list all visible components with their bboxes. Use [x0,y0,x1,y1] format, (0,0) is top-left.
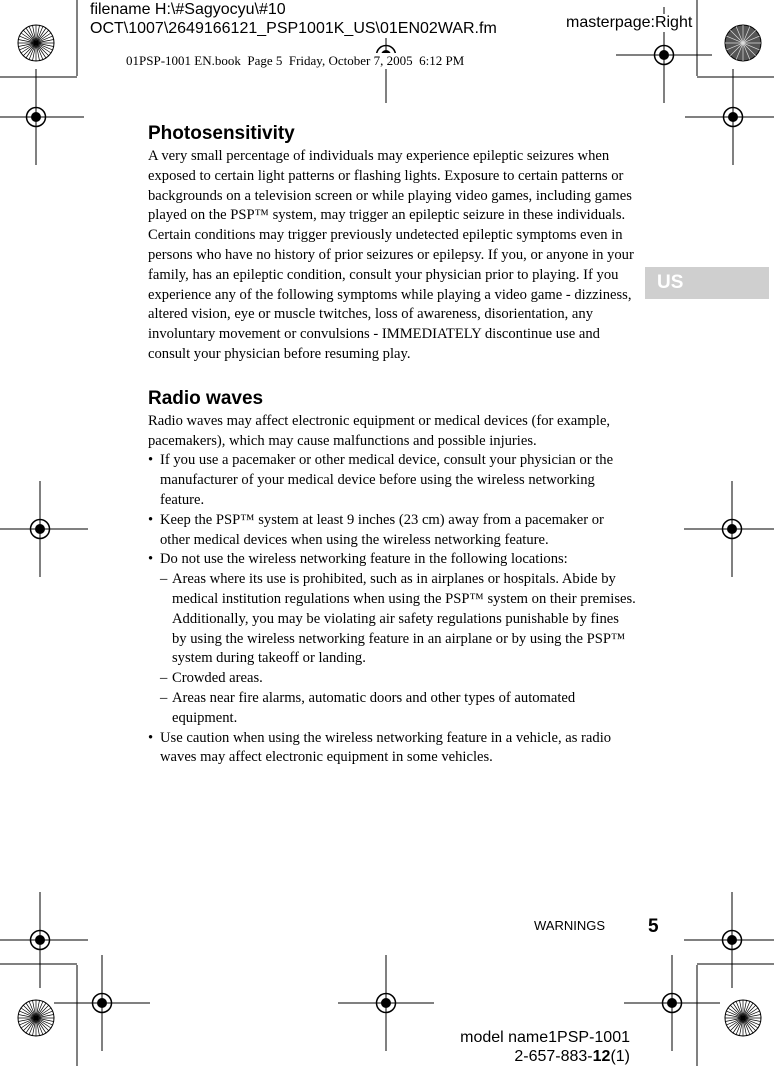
photosensitivity-heading: Photosensitivity [148,123,295,144]
list-item: • Keep the PSP™ system at least 9 inches (23 cm) away from a pacemaker or other medical devices when using the wireless networking feature. [148,511,636,551]
radio-waves-intro: Radio waves may affect electronic equipment or medical devices (for example, pacemakers), which may cause malfunctions and possible injuries. [148,412,611,449]
book-info: 01PSP-1001 EN.book Page 5 Friday, October 7, 2005 6:12 PM [126,53,465,68]
list-item: • Use caution when using the wireless networking feature in a vehicle, as radio waves may affect electronic equipment in some vehicles. [148,729,636,769]
language-tab-label: US [657,272,684,293]
radio-waves-section [148,386,636,768]
filename-line-1: filename H:\#Sagyocyu\#10 [90,1,286,18]
section-name: WARNINGS [534,918,606,933]
language-tab [645,267,769,299]
list-item: • Do not use the wireless networking feature in the following locations: – Areas where its use is prohibited, such as in airplanes or hospitals. Abide by medical institution regulations when using the PSP™ system on their premises. Additionally, you may be violating air safety regulations punishable by fines by using the wireless networking feature in an airplane or by using the PSP™ system during takeoff or landing. – Crowded areas. – Areas near fire alarms, automatic doors and other types of automated equipment. [148,550,636,728]
filename-label [90,0,497,38]
photosensitivity-section [148,121,636,365]
model-info [430,1028,630,1066]
main-content [148,121,636,768]
location-sublist [160,570,636,728]
model-name: model name1PSP-1001 [460,1029,630,1046]
radio-waves-list [148,451,636,768]
model-code: 2-657-883-12(1) [514,1048,630,1065]
radio-waves-heading: Radio waves [148,387,264,409]
masterpage-label: masterpage:Right [566,14,693,31]
photosensitivity-text: A very small percentage of individuals may experience epileptic seizures when exposed to certain light patterns or flashing lights. Exposure to certain patterns or backgrounds on a television screen or while playing video games, including games played on the PSP™ system, may trigger an epileptic seizure in these individuals. Certain conditions may trigger previously undetected epileptic symptoms even in persons who have no history of prior seizures or epilepsy. If you, or anyone in your family, has an epileptic condition, consult your physician prior to playing. If you experience any of the following symptoms while playing a video game - dizziness, altered vision, eye or muscle twitches, loss of awareness, disorientation, any involuntary movement or convulsions - IMMEDIATELY discontinue use and consult your physician before resuming play. [148,148,634,362]
list-item: – Areas where its use is prohibited, such as in airplanes or hospitals. Abide by medical institution regulations when using the PSP™ system on their premises. Additionally, you may be violating air safety regulations punishable by fines by using the wireless networking feature in an airplane or by using the PSP™ system during takeoff or landing. [160,570,636,669]
filename-line-2: OCT\1007\2649166121_PSP1001K_US\01EN02WAR.fm [90,20,497,37]
list-item: – Areas near fire alarms, automatic doors and other types of automated equipment. [160,689,636,729]
list-item: – Crowded areas. [160,669,636,689]
page-number: 5 [648,916,659,937]
list-item: • If you use a pacemaker or other medical device, consult your physician or the manufacturer of your medical device before using the wireless networking feature. [148,451,636,510]
